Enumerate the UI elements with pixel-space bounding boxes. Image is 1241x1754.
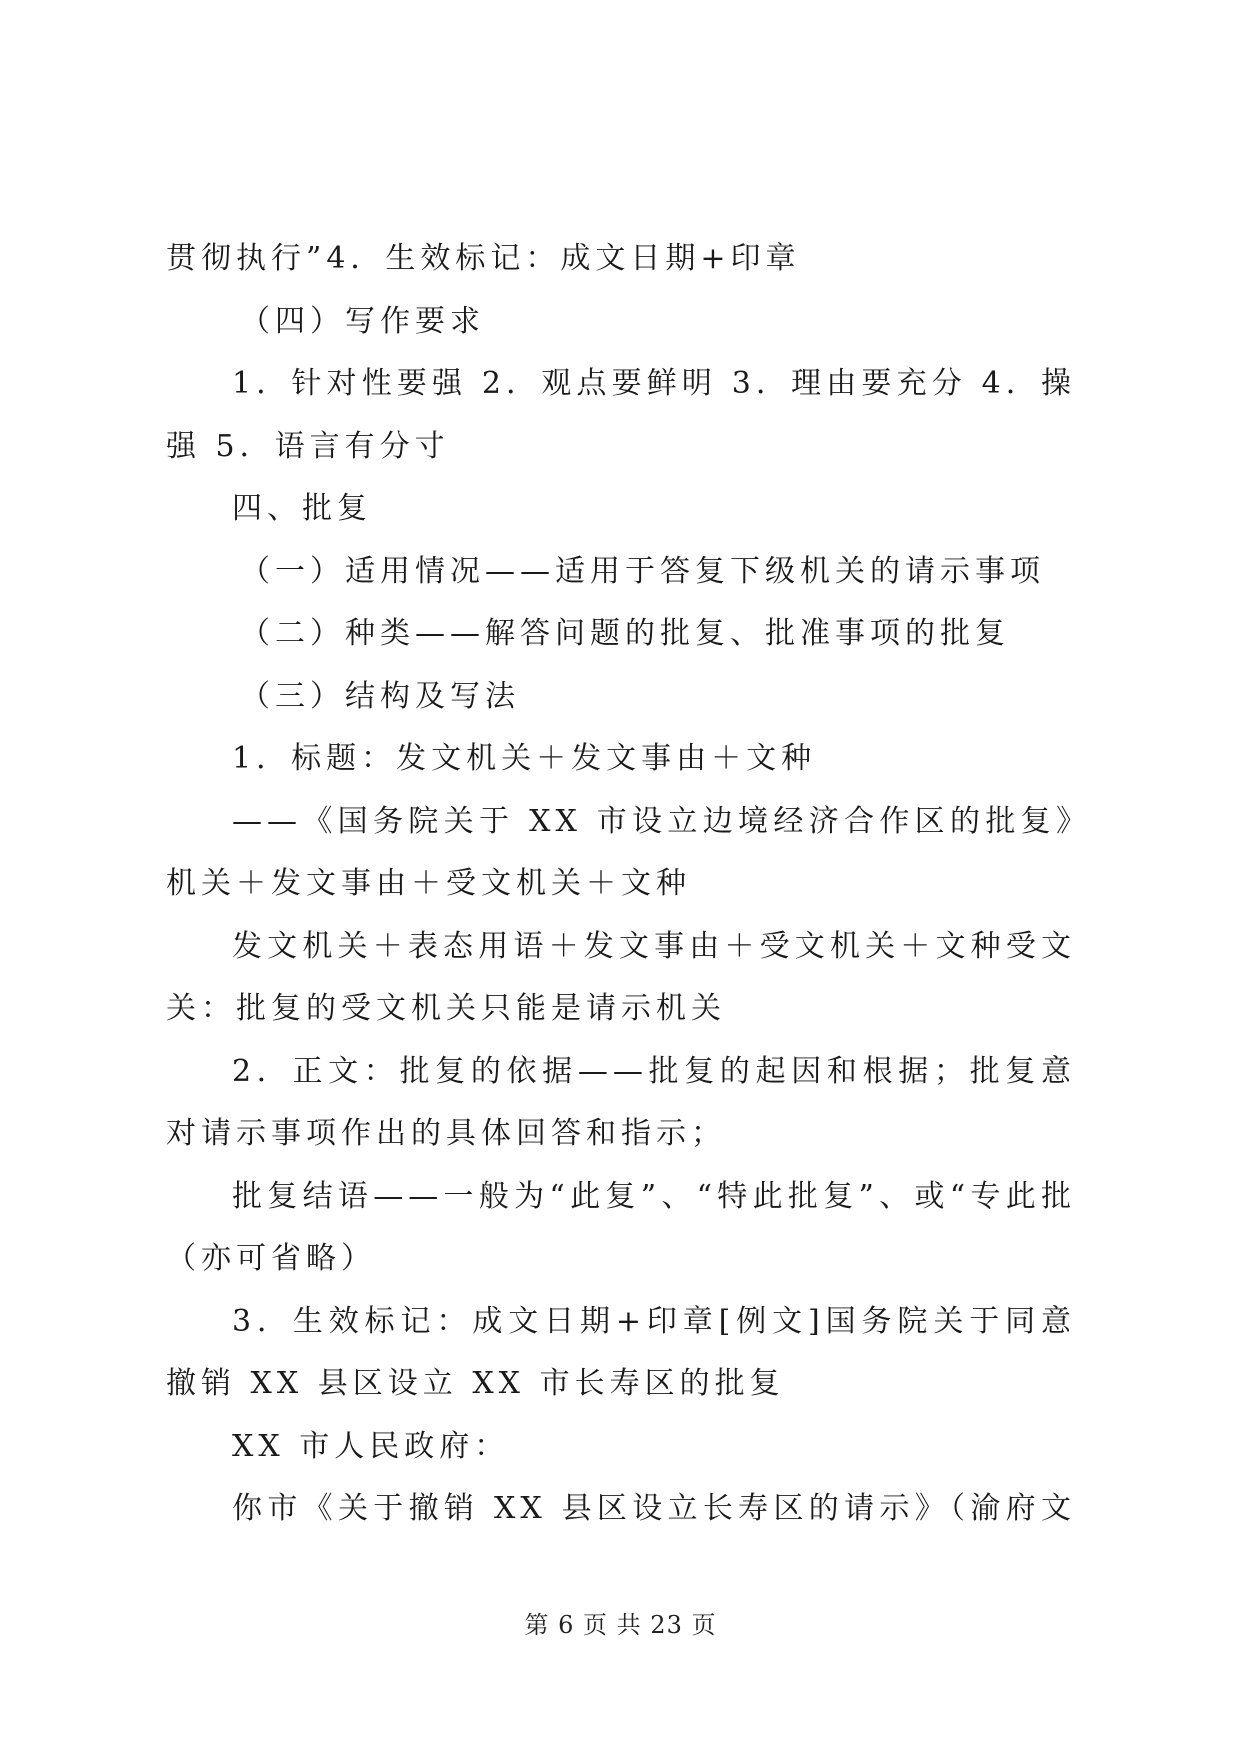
text-line: 批复结语——一般为“此复”、“特此批复”、或“专此批 <box>232 1178 1076 1214</box>
text-line: 你市《关于撤销 XX 县区设立长寿区的请示》（渝府文 <box>232 1491 1076 1526</box>
text-line: 强 5．语言有分寸 <box>166 428 450 464</box>
text-line: 2．正文：批复的依据——批复的起因和根据；批复意 <box>232 1053 1076 1089</box>
page-number-footer: 第 6 页 共 23 页 <box>524 1611 717 1639</box>
text-line: 撤销 XX 县区设立 XX 市长寿区的批复 <box>166 1366 785 1401</box>
text-line: （二）种类——解答问题的批复、批准事项的批复 <box>240 616 1010 651</box>
document-body <box>166 228 1076 1541</box>
text-line: 3．生效标记：成文日期+印章[例文]国务院关于同意 <box>232 1303 1076 1339</box>
text-line: ——《国务院关于 XX 市设立边境经济合作区的批复》 <box>232 803 1076 839</box>
text-line: （一）适用情况——适用于答复下级机关的请示事项 <box>240 553 1045 589</box>
text-line: XX 市人民政府： <box>232 1428 510 1464</box>
section-heading: 四、批复 <box>232 491 372 526</box>
text-line: 1．针对性要强 2．观点要鲜明 3．理由要充分 4．操 <box>232 366 1076 401</box>
text-line: 贯彻执行”4．生效标记：成文日期+印章 <box>166 241 801 276</box>
text-line: 对请示事项作出的具体回答和指示； <box>166 1116 726 1151</box>
text-line: 关：批复的受文机关只能是请示机关 <box>166 991 726 1026</box>
text-line: （亦可省略） <box>166 1241 376 1276</box>
text-line: 发文机关＋表态用语＋发文事由＋受文机关＋文种受文 <box>232 928 1076 964</box>
text-line: 机关＋发文事由＋受文机关＋文种 <box>166 866 691 901</box>
text-line: 1．标题：发文机关＋发文事由＋文种 <box>232 741 817 776</box>
section-heading: （三）结构及写法 <box>240 678 520 714</box>
section-heading: （四）写作要求 <box>240 303 485 339</box>
